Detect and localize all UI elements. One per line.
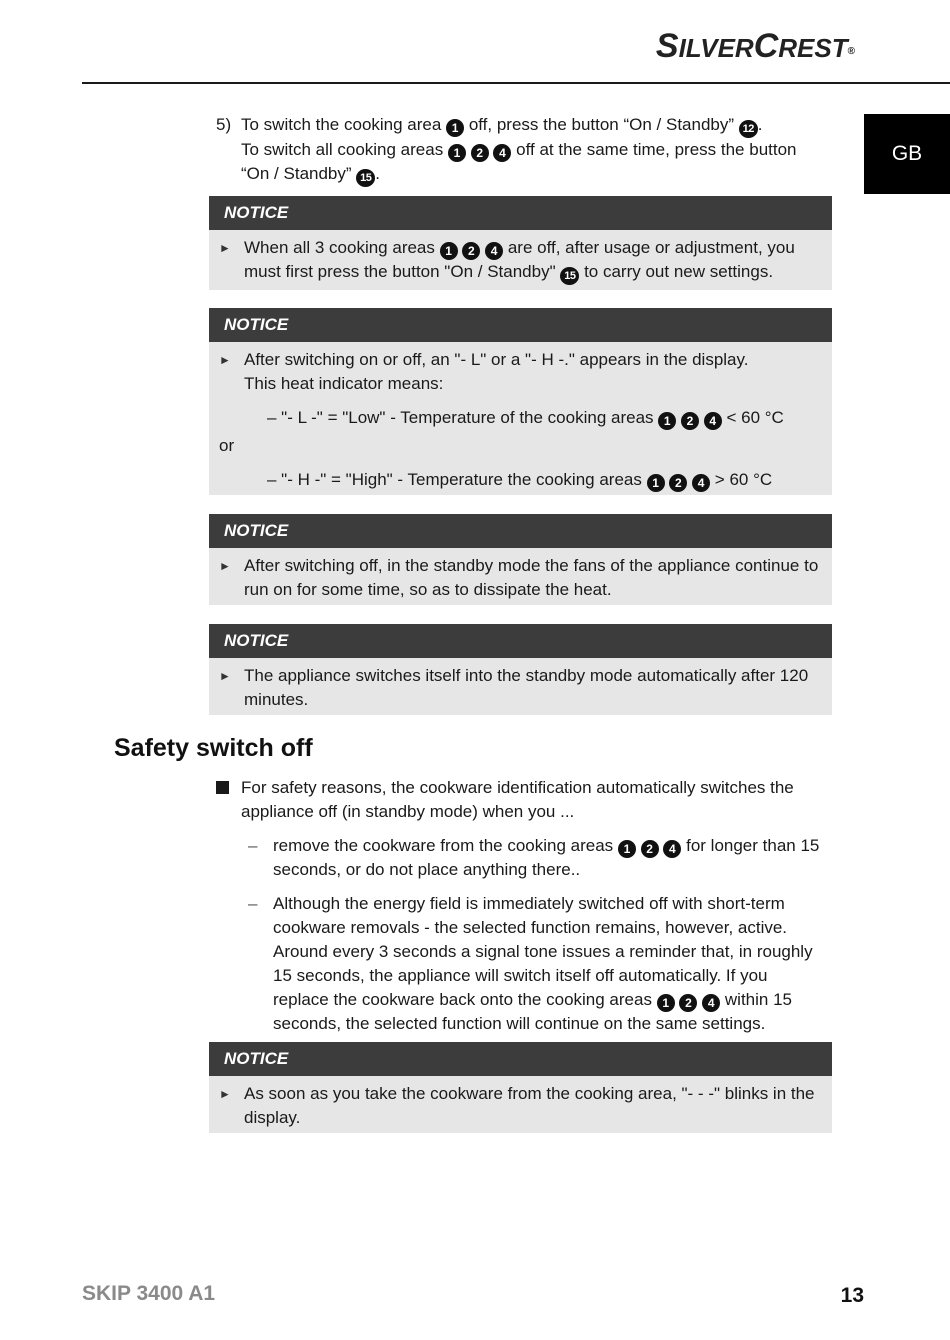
dash-bullet: – xyxy=(248,894,258,913)
notice-title: NOTICE xyxy=(209,1042,832,1076)
bullet-arrow-icon: ► xyxy=(219,559,231,573)
marker-2-icon: 2 xyxy=(641,840,659,858)
header-divider xyxy=(82,82,950,84)
marker-1-icon: 1 xyxy=(647,474,665,492)
marker-4-icon: 4 xyxy=(704,412,722,430)
notice-box xyxy=(209,624,832,715)
bullet-arrow-icon: ► xyxy=(219,1087,231,1101)
marker-4-icon: 4 xyxy=(663,840,681,858)
page-number: 13 xyxy=(840,1284,864,1307)
marker-4-icon: 4 xyxy=(692,474,710,492)
or-text: or xyxy=(219,436,235,455)
low-indicator-line: – "- L -" = "Low" - Temperature of the cooking areas 1 2 4 < 60 °C xyxy=(267,408,784,428)
notice-box xyxy=(209,196,832,290)
step-5 xyxy=(216,113,836,187)
marker-1-icon: 1 xyxy=(657,994,675,1012)
step-text: To switch the cooking area 1 off, press the button “On / Standby” 12 . To switch all cooking areas 1 2 4 off at the same time, press the button “On / Standby” 15 . xyxy=(241,113,836,187)
bullet-arrow-icon: ► xyxy=(219,353,231,367)
notice-text: As soon as you take the cookware from the cooking area, "- - -" blinks in the display. xyxy=(244,1084,815,1127)
marker-2-icon: 2 xyxy=(669,474,687,492)
marker-4-icon: 4 xyxy=(493,144,511,162)
notice-box xyxy=(209,308,832,495)
marker-2-icon: 2 xyxy=(681,412,699,430)
notice-text: After switching off, in the standby mode the fans of the appliance continue to run on for some time, so as to dissipate the heat. xyxy=(244,556,819,599)
marker-1-icon: 1 xyxy=(446,119,464,137)
marker-4-icon: 4 xyxy=(702,994,720,1012)
marker-2-icon: 2 xyxy=(462,242,480,260)
safety-item: Although the energy field is immediately switched off with short-term cookware removals - the selected function remains, however, active. Around every 3 seconds a signal tone issues a reminder that, in roughly 15 seconds, the appliance will switch itself off automatically. If you replace the cookware back onto the cooking areas 1 2 4 within 15 seconds, the selected function will continue on the same settings. xyxy=(273,894,813,1033)
notice-title: NOTICE xyxy=(209,308,832,342)
marker-15-icon: 15 xyxy=(560,267,579,285)
notice-text: The appliance switches itself into the standby mode automatically after 120 minutes. xyxy=(244,666,809,709)
marker-2-icon: 2 xyxy=(679,994,697,1012)
notice-box xyxy=(209,1042,832,1133)
marker-15-icon: 15 xyxy=(356,169,375,187)
marker-1-icon: 1 xyxy=(440,242,458,260)
marker-2-icon: 2 xyxy=(471,144,489,162)
notice-title: NOTICE xyxy=(209,514,832,548)
notice-box xyxy=(209,514,832,605)
marker-4-icon: 4 xyxy=(485,242,503,260)
bullet-arrow-icon: ► xyxy=(219,669,231,683)
notice-title: NOTICE xyxy=(209,624,832,658)
brand-logo: SILVERCREST® xyxy=(655,27,855,65)
notice-text: When all 3 cooking areas 1 2 4 are off, after usage or adjustment, you must first press the button "On / Standby" 15 to carry out new settings. xyxy=(244,236,822,285)
marker-1-icon: 1 xyxy=(658,412,676,430)
marker-1-icon: 1 xyxy=(618,840,636,858)
notice-title: NOTICE xyxy=(209,196,832,230)
marker-12-icon: 12 xyxy=(739,120,758,138)
safety-section xyxy=(216,776,826,1036)
marker-1-icon: 1 xyxy=(448,144,466,162)
section-heading: Safety switch off xyxy=(114,734,313,762)
notice-text: After switching on or off, an "- L" or a "- H -." appears in the display. This heat indicator means: xyxy=(244,350,749,393)
model-number: SKIP 3400 A1 xyxy=(82,1282,216,1305)
square-bullet-icon xyxy=(216,776,241,824)
high-indicator-line: – "- H -" = "High" - Temperature the cooking areas 1 2 4 > 60 °C xyxy=(267,470,773,490)
dash-bullet: – xyxy=(248,836,258,855)
bullet-arrow-icon: ► xyxy=(219,241,231,255)
language-tab: GB xyxy=(864,114,950,194)
safety-item: remove the cookware from the cooking areas 1 2 4 for longer than 15 seconds, or do not place anything there.. xyxy=(273,836,820,879)
step-label: 5) xyxy=(216,115,232,134)
safety-intro: For safety reasons, the cookware identification automatically switches the appliance off (in standby mode) when you ... xyxy=(241,778,794,821)
